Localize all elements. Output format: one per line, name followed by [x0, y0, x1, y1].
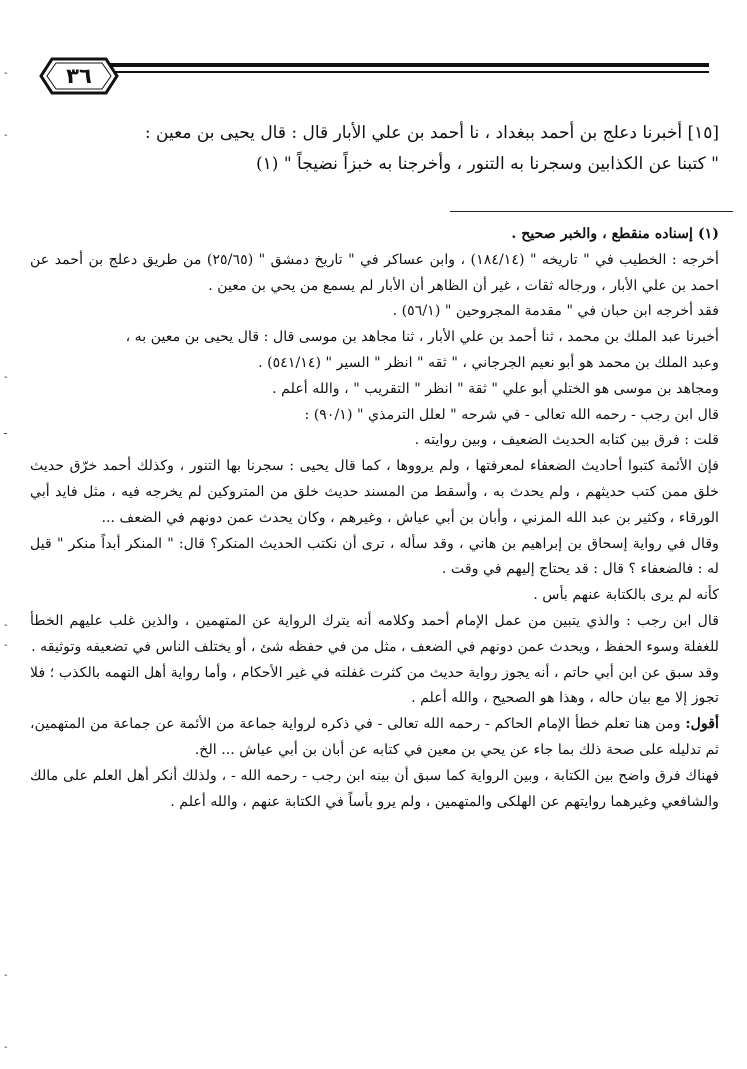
header-rule-thick — [108, 63, 709, 67]
footnote-paragraph: قلت : فرق بين كتابه الحديث الضعيف ، وبين روايته . — [414, 432, 719, 449]
footnote-paragraph: فقد أخرجه ابن حبان في " مقدمة المجروحين " (٥٦/١) . — [392, 303, 719, 320]
footnote-paragraph: ومجاهد بن موسى هو الختلي أبو علي " ثقة " انظر " التقريب " ، والله أعلم . — [272, 380, 719, 397]
narration-line-1: [١٥] أخبرنا دعلج بن أحمد ببغداد ، نا أحمد بن علي الأبار قال : قال يحيى بن معين : — [144, 123, 719, 143]
footnote-closing: فهناك فرق واضح بين الكتابة ، وبين الرواية كما سبق أن بينه ابن رجب - رحمه الله - ، ولذلك أنكر أهل العلم على مالك والشافعي وغيرهما روايتهم عن الهلكى والمتهمين ، ولم يرو بأساً في الكتابة عنهم ، والله أعلم . — [30, 767, 719, 810]
scan-edge-mark: - — [4, 130, 8, 141]
aqwal-label: أقول: — [685, 716, 719, 733]
footnote-paragraph: قال ابن رجب : والذي يتبين من عمل الإمام أحمد وكلامه أنه يترك الرواية عن المتهمين ، والذين غلب عليهم الخطأ للغفلة وسوء الحفظ ، ويحدث عمن دونهم في الضعف ، مثل من في حفظه شئ ، أو يختلف الناس في تضعيفه وتوثيقه . — [30, 612, 719, 655]
footnote-separator — [450, 211, 733, 212]
footnote-paragraph: وقال في رواية إسحاق بن إبراهيم بن هاني ، وقد سأله ، ترى أن نكتب الحديث المنكر؟ قال: " المنكر أبداً منكر " قيل له : فالضعفاء ؟ قال : قد يحتاج إليهم في وقت . — [30, 535, 719, 578]
footnote-heading: (١) إسناده منقطع ، والخبر صحيح . — [511, 226, 719, 242]
footnote-paragraph: أخبرنا عبد الملك بن محمد ، ثنا أحمد بن علي الأبار ، ثنا مجاهد بن موسى قال : قال يحيى بن معين به ، — [125, 329, 719, 346]
scan-edge-mark: - — [4, 970, 8, 981]
scan-edge-mark: - — [4, 68, 8, 79]
footnote-paragraph: وقد سبق عن ابن أبي حاتم ، أنه يجوز رواية حديث من كثرت غفلته في غير الأحكام ، وأما رواية أهل التهمه بالكذب ؛ فلا تجوز إلا مع بيان حاله ، وهذا هو الصحيح ، والله أعلم . — [30, 664, 719, 707]
aqwal-text: ومن هنا تعلم خطأ الإمام الحاكم - رحمه الله تعالى - في ذكره لرواية جماعة من الأئمة عن جماعة من المتهمين، ثم تدليله على صحة ذلك بما جاء عن يحي بن معين في كتابه عن أبان بن أبي عياش ... الخ. — [30, 716, 719, 758]
scan-edge-mark: - — [4, 640, 8, 651]
main-narration — [30, 118, 719, 180]
page-number: ٣٦ — [66, 64, 92, 88]
footnote-paragraph: قال ابن رجب - رحمه الله تعالى - في شرحه " لعلل الترمذي " (٩٠/١) : — [304, 406, 719, 423]
scan-edge-mark: - — [4, 1042, 8, 1053]
page-number-badge — [38, 56, 120, 96]
header-rule-thin — [108, 71, 709, 73]
footnote-paragraph: فإن الأئمة كتبوا أحاديث الضعفاء لمعرفتها ، ولم يرووها ، كما قال يحيى : سجرنا بها التنور ، وكذلك أحمد خرّق حديث خلق ممن كتب حديثهم ، ولم يحدث به ، وأسقط من المسند حديث خلق من المتروكين لم يخرجه فيه ، مثل فايد أبي الورقاء ، وكثير بن عبد الله المزني ، وأبان بن أبي عياش ، وغيرهم ، وكان يحدث عمن دونهم في الضعف ... — [30, 458, 719, 526]
scan-edge-mark: - — [4, 372, 8, 383]
aqwal-paragraph — [30, 712, 719, 764]
scan-edge-mark: ـ — [4, 426, 7, 437]
footnote-paragraph: أخرجه : الخطيب في " تاريخه " (١٨٤/١٤) ، وابن عساكر في " تاريخ دمشق " (٢٥/٦٥) من طريق دعلج بن أحمد عن احمد بن علي الأبار ، ورجاله ثقات ، غير أن الظاهر أن الأبار لم يسمع من يحي بن معين . — [30, 251, 719, 294]
footnote-block — [30, 222, 719, 815]
footnote-paragraph: وعبد الملك بن محمد هو أبو نعيم الجرجاني ، " ثقه " انظر " السير " (٥٤١/١٤) . — [258, 354, 719, 371]
scan-edge-mark: - — [4, 620, 8, 631]
narration-line-2: " كتبنا عن الكذابين وسجرنا به التنور ، وأخرجنا به خبزاً نضيجاً " (١) — [256, 154, 719, 174]
footnote-paragraph: كأنه لم يرى بالكتابة عنهم بأس . — [533, 587, 719, 604]
